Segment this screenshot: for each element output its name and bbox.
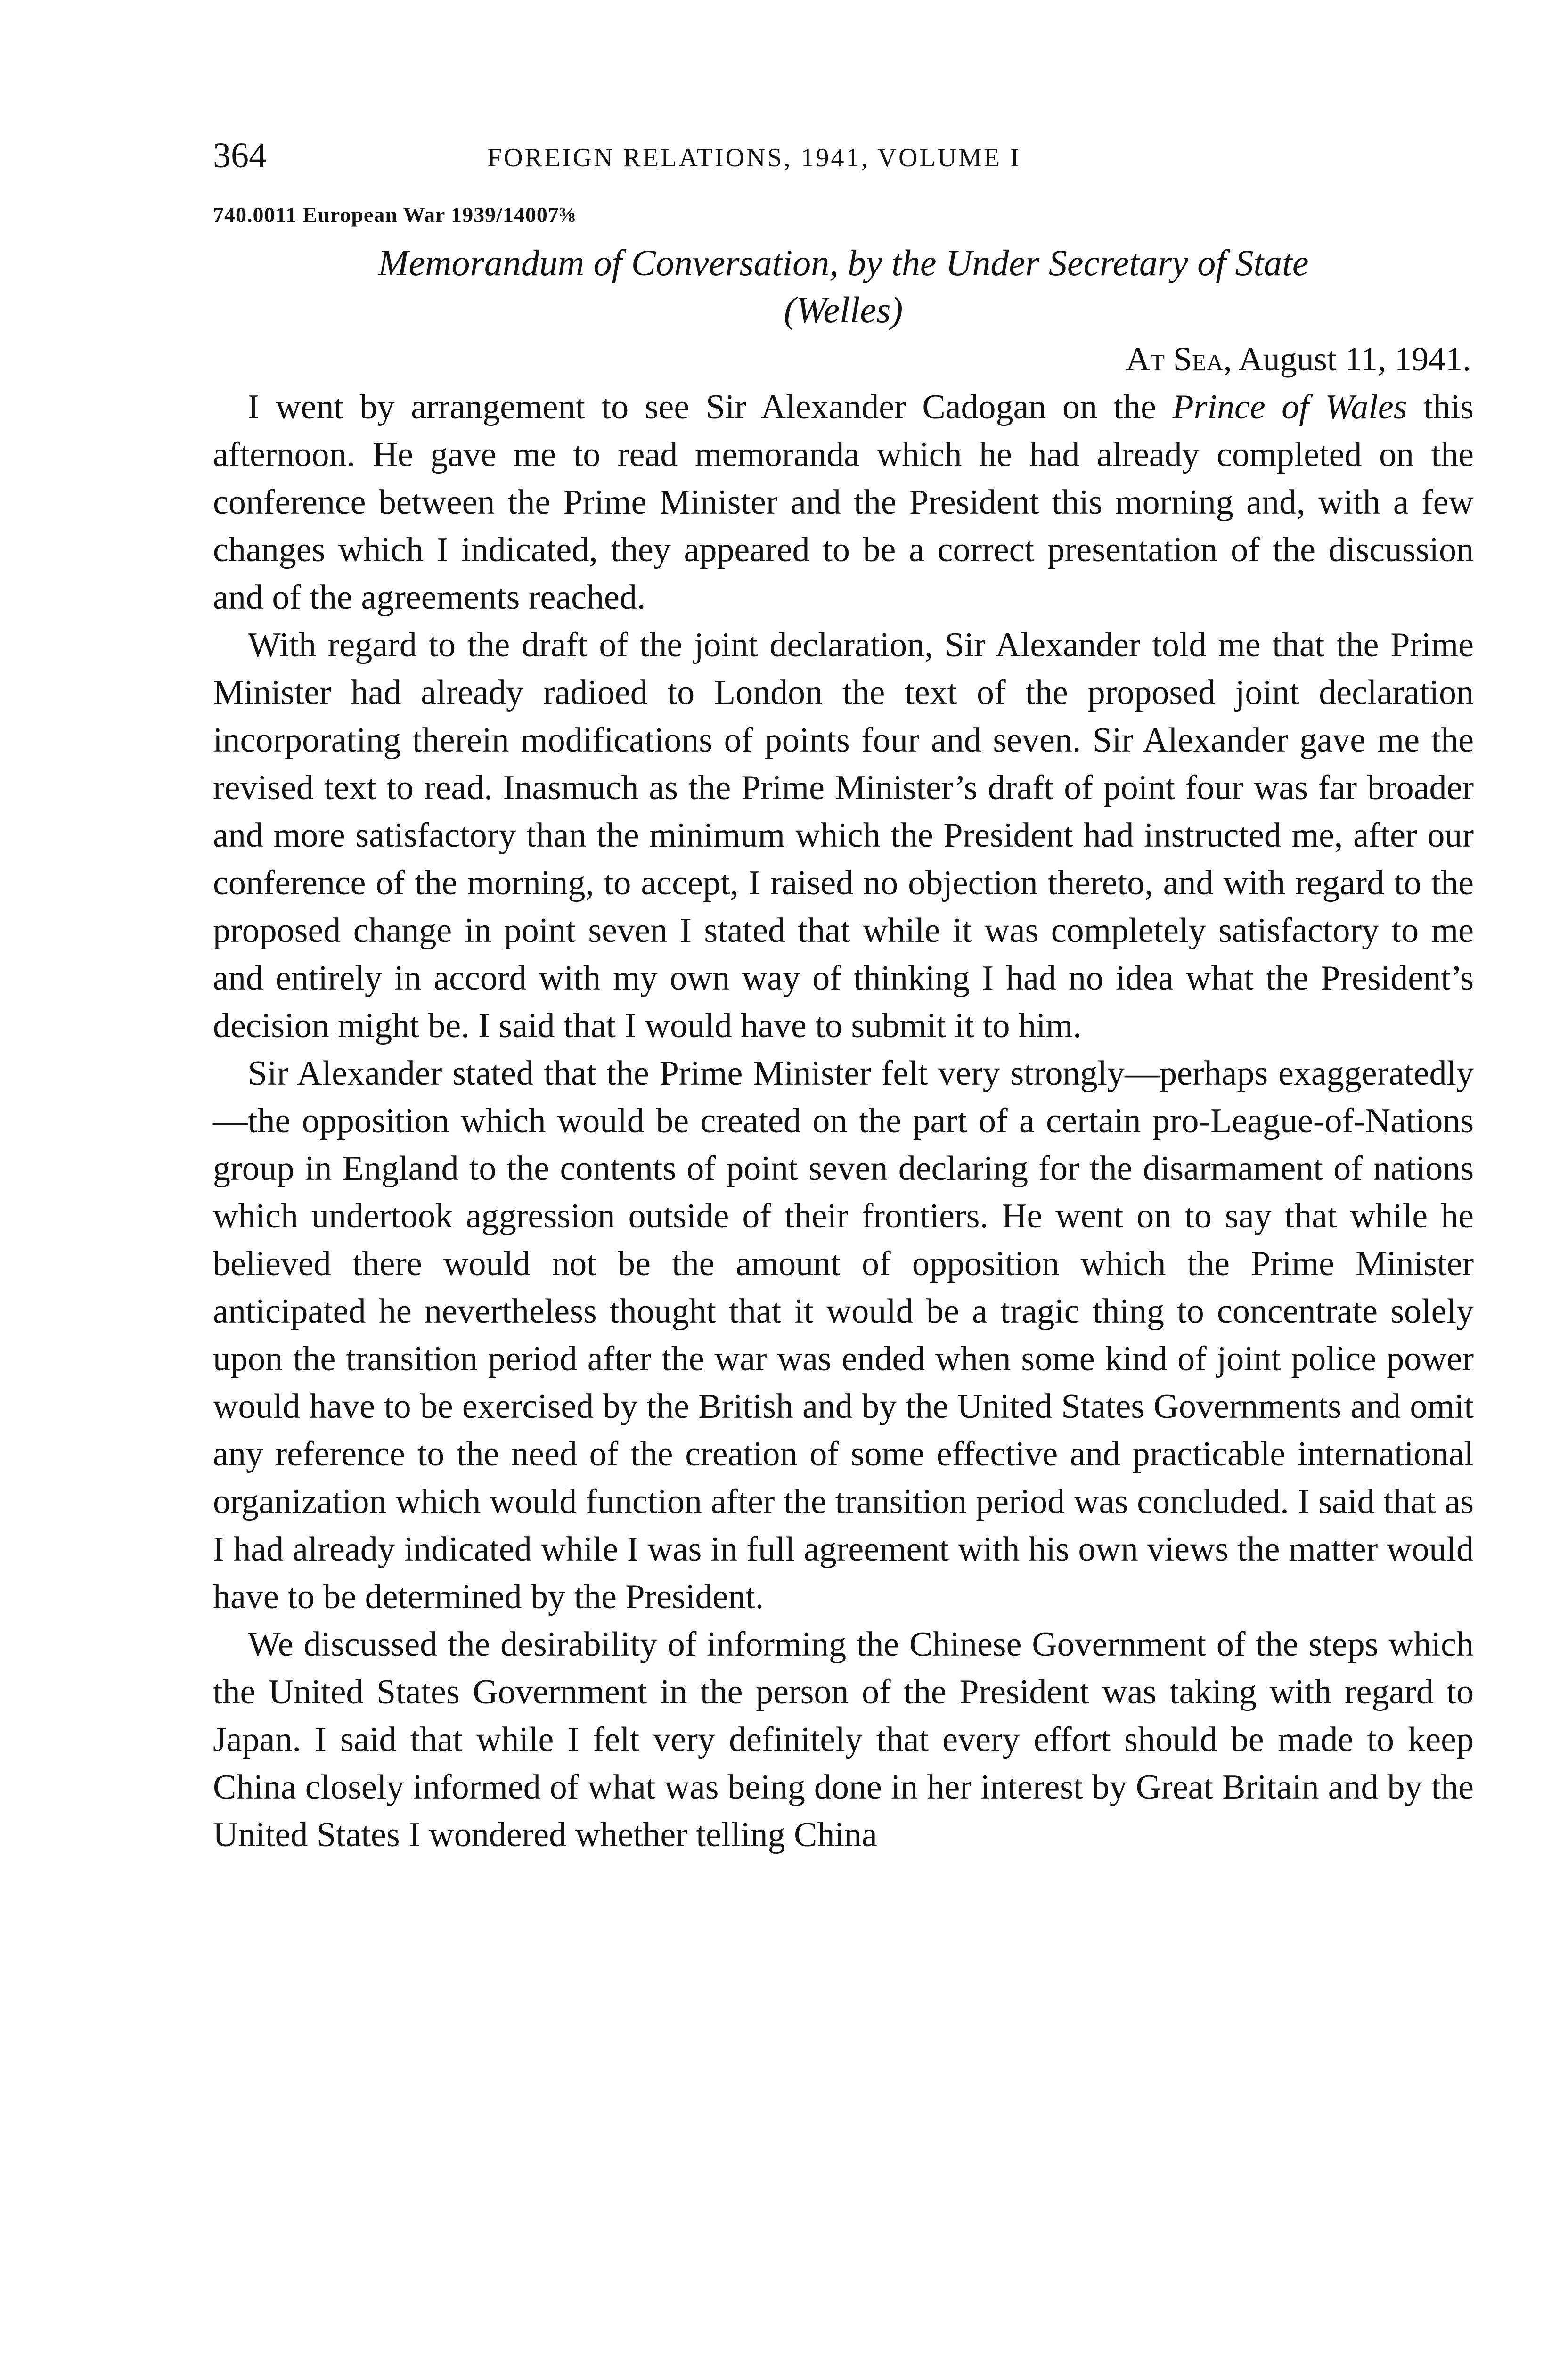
running-title: FOREIGN RELATIONS, 1941, VOLUME I — [487, 143, 1021, 172]
paragraph-1 — [213, 384, 1474, 622]
paragraph-1-text-a: I went by arrangement to see Sir Alexander Cadogan on the — [248, 388, 1173, 426]
body-text — [213, 384, 1474, 1859]
running-header — [213, 137, 1474, 188]
paragraph-3: Sir Alexander stated that the Prime Minister felt very strongly—perhaps exaggeratedly—the opposition which would be created on the part of a certain pro-League-of-Nations group in England to the contents of point seven declaring for the disarmament of nations which undertook aggression outside of their frontiers. He went on to say that while he believed there would not be the amount of opposition which the Prime Minister anticipated he nevertheless thought that it would be a tragic thing to concentrate solely upon the transition period after the war was ended when some kind of joint police power would have to be exercised by the British and by the United States Governments and omit any reference to the need of the creation of some effective and practicable international organization which would function after the transition period was concluded. I said that as I had already indicated while I was in full agreement with his own views the matter would have to be determined by the President. — [213, 1054, 1474, 1616]
paragraph-4: We discussed the desirability of informing the Chinese Government of the steps which the United States Government in the person of the President was taking with regard to Japan. I said that while I felt very definitely that every effort should be made to keep China closely informed of what was being done in her interest by Great Britain and by the United States I wondered whether telling China — [213, 1625, 1474, 1854]
dateline-place: At Sea — [1126, 340, 1224, 378]
file-reference: 740.0011 European War 1939/14007⅜ — [213, 203, 576, 227]
document-page — [213, 137, 1474, 1859]
ship-name: Prince of Wales — [1172, 388, 1407, 426]
paragraph-2: With regard to the draft of the joint declaration, Sir Alexander told me that the Prime Minister had already radioed to London the text of the proposed joint declaration incorporating therein modifications of points four and seven. Sir Alexander gave me the revised text to read. Inasmuch as the Prime Minister’s draft of point four was far broader and more satisfactory than the minimum which the President had instructed me, after our conference of the morning, to accept, I raised no objection thereto, and with regard to the proposed change in point seven I stated that while it was completely satisfactory to me and entirely in accord with my own way of thinking I had no idea what the President’s decision might be. I said that I would have to submit it to him. — [213, 626, 1474, 1045]
dateline — [213, 335, 1471, 383]
document-title — [213, 239, 1474, 334]
document-title-line-2: (Welles) — [784, 289, 903, 330]
paragraph-1-text-b: this afternoon. He gave me to read memoranda which he had already completed on the conference between the Prime Minister and the President this morning and, with a few changes which I indicated, they appeared to be a correct presentation of the discussion and of the agreements reached. — [213, 388, 1474, 617]
document-title-line-1: Memorandum of Conversation, by the Under Secretary of State — [378, 242, 1309, 283]
dateline-date: , August 11, 1941. — [1223, 340, 1471, 378]
page-number: 364 — [213, 136, 267, 175]
